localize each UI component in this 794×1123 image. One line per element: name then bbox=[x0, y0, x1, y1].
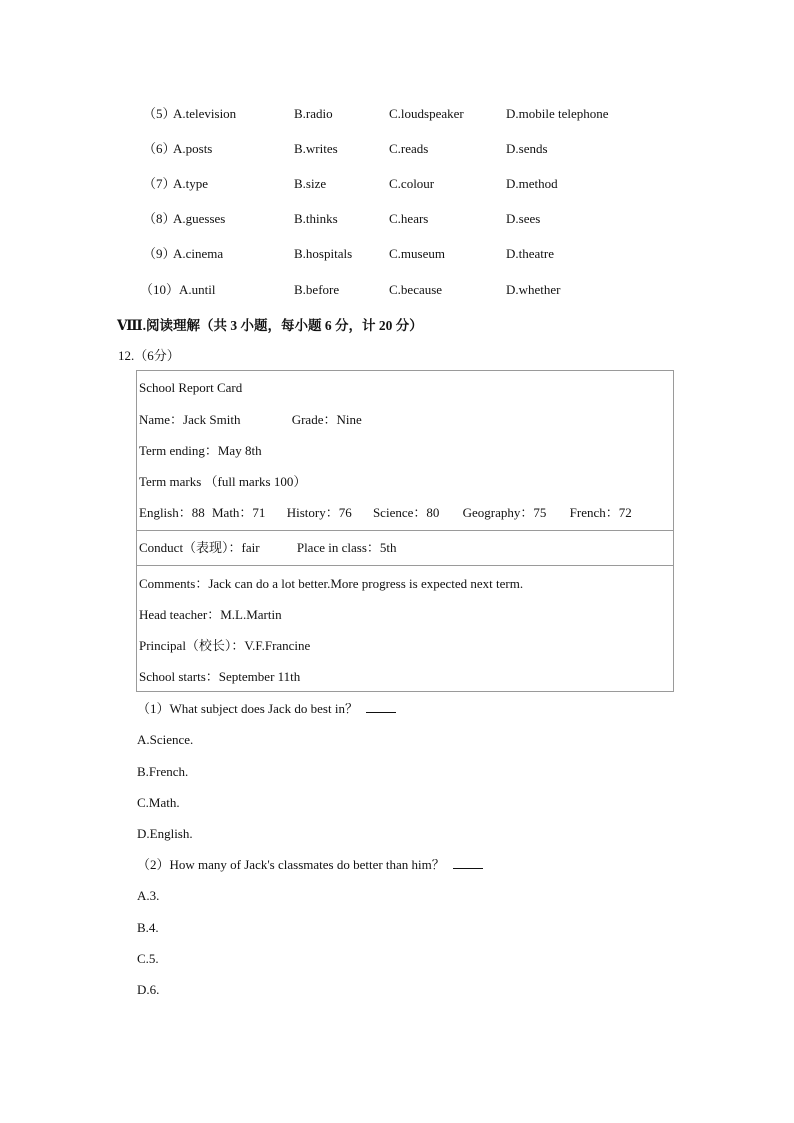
option-b: B.hospitals bbox=[294, 246, 353, 261]
option-c: C.museum bbox=[389, 246, 445, 261]
principal: Principal（校长）：V.F.Francine bbox=[139, 638, 311, 653]
mark-geography: Geography：75 bbox=[462, 505, 547, 520]
mark-science: Science：80 bbox=[372, 505, 440, 520]
class-place: Place in class：5th bbox=[296, 540, 397, 555]
option-c: C.reads bbox=[389, 141, 429, 156]
option-c: C.because bbox=[389, 282, 443, 297]
choice: B.4. bbox=[137, 920, 159, 935]
question-prompt: （1）What subject does Jack do best in？ bbox=[137, 701, 358, 716]
card-title: School Report Card bbox=[139, 380, 243, 395]
comments: Comments：Jack can do a lot better.More progress is expected next term. bbox=[139, 576, 524, 591]
card-divider bbox=[137, 530, 673, 531]
head-teacher: Head teacher：M.L.Martin bbox=[139, 607, 282, 622]
card-divider bbox=[137, 565, 673, 566]
option-d: D.theatre bbox=[506, 246, 555, 261]
question-1 bbox=[137, 700, 396, 718]
choice: A.3. bbox=[137, 888, 160, 903]
option-b: B.writes bbox=[294, 141, 338, 156]
option-a: A.guesses bbox=[173, 211, 226, 226]
student-grade: Grade：Nine bbox=[291, 412, 362, 427]
option-a: A.posts bbox=[173, 141, 213, 156]
item-number: （9） bbox=[143, 246, 176, 261]
item-number: （8） bbox=[143, 211, 176, 226]
choice: C.5. bbox=[137, 951, 159, 966]
item-number: （6） bbox=[143, 141, 176, 156]
option-b: B.radio bbox=[294, 106, 333, 121]
option-d: D.sees bbox=[506, 211, 541, 226]
option-d: D.mobile telephone bbox=[506, 106, 609, 121]
question-number: 12.（6分） bbox=[118, 348, 180, 363]
option-a: A.until bbox=[179, 282, 216, 297]
answer-blank[interactable] bbox=[366, 700, 396, 713]
item-number: （5） bbox=[143, 106, 176, 121]
choice: B.French. bbox=[137, 764, 189, 779]
mark-french: French：72 bbox=[569, 505, 632, 520]
term-ending: Term ending：May 8th bbox=[139, 443, 262, 458]
option-d: D.method bbox=[506, 176, 558, 191]
option-b: B.before bbox=[294, 282, 340, 297]
marks-row bbox=[139, 504, 632, 522]
mark-english: English：88 bbox=[139, 505, 205, 520]
item-number: （7） bbox=[143, 176, 176, 191]
question-2 bbox=[137, 856, 483, 874]
term-marks: Term marks （full marks 100） bbox=[139, 474, 307, 489]
option-d: D.whether bbox=[506, 282, 561, 297]
report-card bbox=[136, 370, 674, 692]
conduct-row bbox=[139, 539, 397, 557]
option-c: C.loudspeaker bbox=[389, 106, 464, 121]
school-starts: School starts：September 11th bbox=[139, 669, 301, 684]
choice: D.English. bbox=[137, 826, 193, 841]
option-b: B.thinks bbox=[294, 211, 338, 226]
option-c: C.colour bbox=[389, 176, 435, 191]
student-name: Name：Jack Smith bbox=[139, 412, 241, 427]
option-a: A.cinema bbox=[173, 246, 224, 261]
mark-math: Math：71 bbox=[211, 505, 266, 520]
item-number: （10） bbox=[140, 282, 180, 297]
choice: A.Science. bbox=[137, 732, 194, 747]
conduct: Conduct（表现）：fair bbox=[139, 540, 260, 555]
option-b: B.size bbox=[294, 176, 327, 191]
card-name-grade bbox=[139, 411, 362, 429]
option-a: A.type bbox=[173, 176, 209, 191]
answer-blank[interactable] bbox=[453, 856, 483, 869]
section-title: Ⅷ.阅读理解（共 3 小题，每小题 6 分，计 20 分） bbox=[117, 318, 423, 333]
option-c: C.hears bbox=[389, 211, 429, 226]
choice: D.6. bbox=[137, 982, 160, 997]
mark-history: History：76 bbox=[286, 505, 352, 520]
question-prompt: （2）How many of Jack's classmates do better than him？ bbox=[137, 857, 445, 872]
option-d: D.sends bbox=[506, 141, 548, 156]
choice: C.Math. bbox=[137, 795, 180, 810]
option-a: A.television bbox=[173, 106, 237, 121]
